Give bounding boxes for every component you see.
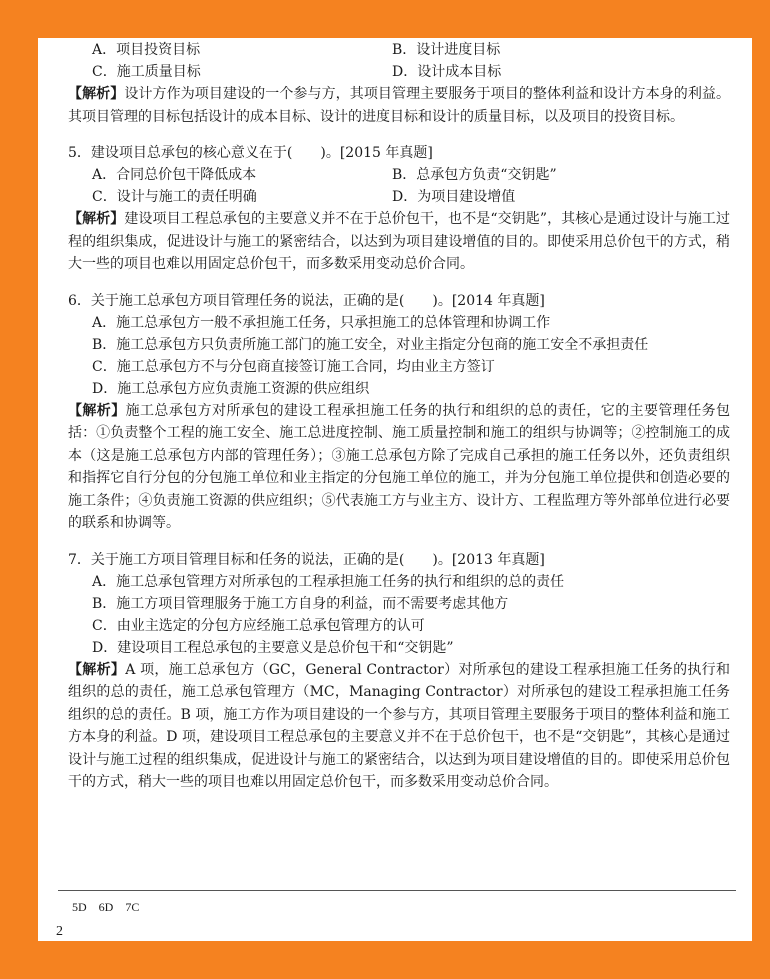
- analysis-text: 施工总承包方对所承包的建设工程承担施工任务的执行和组织的总的责任，它的主要管理任务包括：①负责整个工程的施工安全、施工总进度控制、施工质量控制和施工的组织与协调等；②控制施工的成本（这是施工总承包方内部的管理任务）；③施工总承包方除了完成自己承担的施工任务以外，还负责组织和指挥它自行分包的分包施工单位和业主指定的分包施工单位的施工，并为分包施工单位提供和创造必要的施工条件；④负责施工资源的供应组织；⑤代表施工方与业主方、设计方、工程监理方等外部单位进行必要的联系和协调等。: [68, 402, 731, 531]
- analysis-text: 建设项目工程总承包的主要意义并不在于总价包干，也不是“交钥匙”，其核心是通过设计与施工过程的组织集成，促进设计与施工的紧密结合，以达到为项目建设增值的目的。即使采用总价包干的方式，稍大一些的项目也难以用固定总价包干，而多数采用变动总价合同。: [68, 211, 731, 272]
- option-row: [68, 164, 730, 186]
- option-row: [68, 186, 730, 208]
- analysis-paragraph: [68, 659, 730, 794]
- page-content: [68, 39, 730, 794]
- document-page: [38, 38, 752, 941]
- option-d: D．建设项目工程总承包的主要意义是总价包干和“交钥匙”: [92, 639, 454, 656]
- analysis-paragraph: [68, 208, 730, 276]
- option-c: C．设计与施工的责任明确: [92, 189, 257, 205]
- option-b: B．施工方项目管理服务于施工方自身的利益，而不需要考虑其他方: [92, 595, 509, 612]
- option-a: A．施工总承包管理方对所承包的工程承担施工任务的执行和组织的总的责任: [92, 573, 565, 590]
- option-row: [68, 39, 730, 61]
- analysis-tag: 【解析】: [68, 402, 126, 419]
- option-b: B．施工总承包方只负责所施工部门的施工安全，对业主指定分包商的施工安全不承担责任: [92, 336, 649, 353]
- option-a: A．合同总价包干降低成本: [92, 167, 257, 183]
- option-c: C．施工质量目标: [92, 64, 201, 80]
- analysis-tag: 【解析】: [68, 86, 125, 102]
- analysis-paragraph: [68, 400, 730, 535]
- analysis-text: A 项，施工总承包方（GC，General Contractor）对所承包的建设工程承担施工任务的执行和组织的总的责任，施工总承包管理方（MC，Managing Contractor）对所承包的建设工程承担施工任务组织的总的责任。B 项，施工方作为项目建设的一个参与方，其项目管理主要服务于项目的整体利益和施工方本身的利益。D 项，建设项目工程总承包的主要意义并不在于总价包干，也不是“交钥匙”，其核心是通过设计与施工过程的组织集成，促进设计与施工的紧密结合，以达到为项目建设增值的目的。即使采用总价包干的方式，稍大一些的项目也难以用固定总价包干，而多数采用变动总价合同。: [68, 661, 730, 790]
- analysis-text: 设计方作为项目建设的一个参与方，其项目管理主要服务于项目的整体利益和设计方本身的利益。其项目管理的目标包括设计的成本目标、设计的进度目标和设计的质量目标，以及项目的投资目标。: [68, 86, 731, 125]
- question-7-stem: 7．关于施工方项目管理目标和任务的说法，正确的是( )。[2013 年真题]: [68, 551, 545, 568]
- option-d: D．为项目建设增值: [392, 189, 516, 205]
- option-b: B．设计进度目标: [392, 42, 501, 58]
- option-a: A．施工总承包方一般不承担施工任务，只承担施工的总体管理和协调工作: [92, 314, 551, 331]
- option-d: D．设计成本目标: [392, 64, 502, 80]
- option-d: D．施工总承包方应负责施工资源的供应组织: [92, 380, 370, 397]
- analysis-tag: 【解析】: [68, 211, 125, 227]
- question-6-stem: 6．关于施工总承包方项目管理任务的说法，正确的是( )。[2014 年真题]: [68, 292, 545, 309]
- analysis-tag: 【解析】: [68, 661, 126, 678]
- option-row: [68, 61, 730, 83]
- page-number: 2: [56, 924, 63, 939]
- footer-divider: [58, 890, 736, 891]
- analysis-paragraph: [68, 83, 730, 128]
- option-c: C．由业主选定的分包方应经施工总承包管理方的认可: [92, 617, 425, 634]
- option-c: C．施工总承包方不与分包商直接签订施工合同，均由业主方签订: [92, 358, 495, 375]
- option-b: B．总承包方负责“交钥匙”: [392, 167, 557, 183]
- option-a: A．项目投资目标: [92, 42, 201, 58]
- question-5-stem: 5．建设项目总承包的核心意义在于( )。[2015 年真题]: [68, 145, 433, 161]
- answer-key: 5D 6D 7C: [72, 900, 140, 914]
